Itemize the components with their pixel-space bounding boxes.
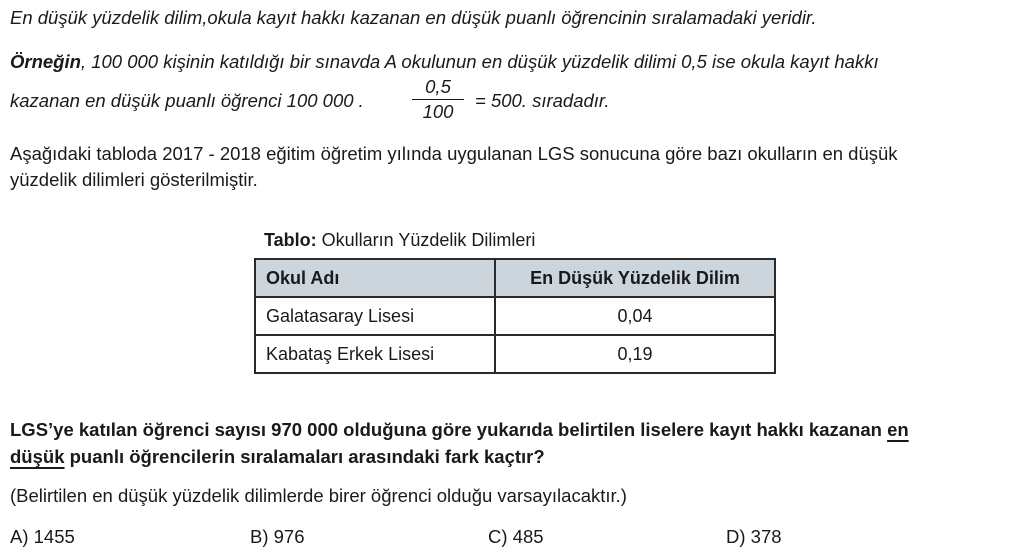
table-row [255, 335, 775, 373]
question-line-1-text: LGS’ye katılan öğrenci sayısı 970 000 olduğuna göre yukarıda belirtilen liselere kayıt hakkı kazanan [10, 419, 888, 440]
option-b[interactable]: B) 976 [250, 526, 305, 547]
table-caption-text: Okulların Yüzdelik Dilimleri [316, 230, 536, 250]
header-min-percentile: En Düşük Yüzdelik Dilim [495, 259, 775, 297]
question-line-2 [10, 445, 545, 469]
table-caption-label: Tablo: [264, 230, 317, 250]
option-d[interactable]: D) 378 [726, 526, 782, 547]
intro-line-2: yüzdelik dilimleri gösterilmiştir. [10, 169, 258, 190]
percentile-cell: 0,19 [495, 335, 775, 373]
schools-table [254, 258, 776, 374]
school-name-cell: Galatasaray Lisesi [255, 297, 495, 335]
question-note: (Belirtilen en düşük yüzdelik dilimlerde birer öğrenci olduğu varsayılacaktır.) [10, 485, 627, 506]
table-caption [264, 230, 535, 251]
example-line-2-end: = 500. sıradadır. [475, 90, 610, 111]
school-name-cell: Kabataş Erkek Lisesi [255, 335, 495, 373]
table-row [255, 297, 775, 335]
question-underline-dusuk: düşük [10, 446, 65, 467]
fraction-numerator: 0,5 [412, 76, 464, 100]
fraction [412, 76, 464, 124]
example-line-1 [10, 50, 879, 74]
table-header-row [255, 259, 775, 297]
question-underline-en: en [887, 419, 909, 440]
header-school-name: Okul Adı [255, 259, 495, 297]
definition-text: En düşük yüzdelik dilim,okula kayıt hakkı kazanan en düşük puanlı öğrencinin sıralamadaki yeridir. [10, 7, 817, 28]
intro-line-1: Aşağıdaki tabloda 2017 - 2018 eğitim öğretim yılında uygulanan LGS sonucuna göre bazı okulların en düşük [10, 143, 898, 164]
example-lead: Örneğin [10, 51, 81, 72]
question-line-2-text: puanlı öğrencilerin sıralamaları arasındaki fark kaçtır? [64, 446, 545, 467]
percentile-cell: 0,04 [495, 297, 775, 335]
option-c[interactable]: C) 485 [488, 526, 544, 547]
question-line-1 [10, 418, 909, 442]
fraction-denominator: 100 [422, 101, 454, 122]
example-line-1-text: , 100 000 kişinin katıldığı bir sınavda A okulunun en düşük yüzdelik dilimi 0,5 ise okula kayıt hakkı [80, 51, 879, 72]
option-a[interactable]: A) 1455 [10, 526, 75, 547]
example-line-2: kazanan en düşük puanlı öğrenci 100 000 . [10, 90, 364, 111]
